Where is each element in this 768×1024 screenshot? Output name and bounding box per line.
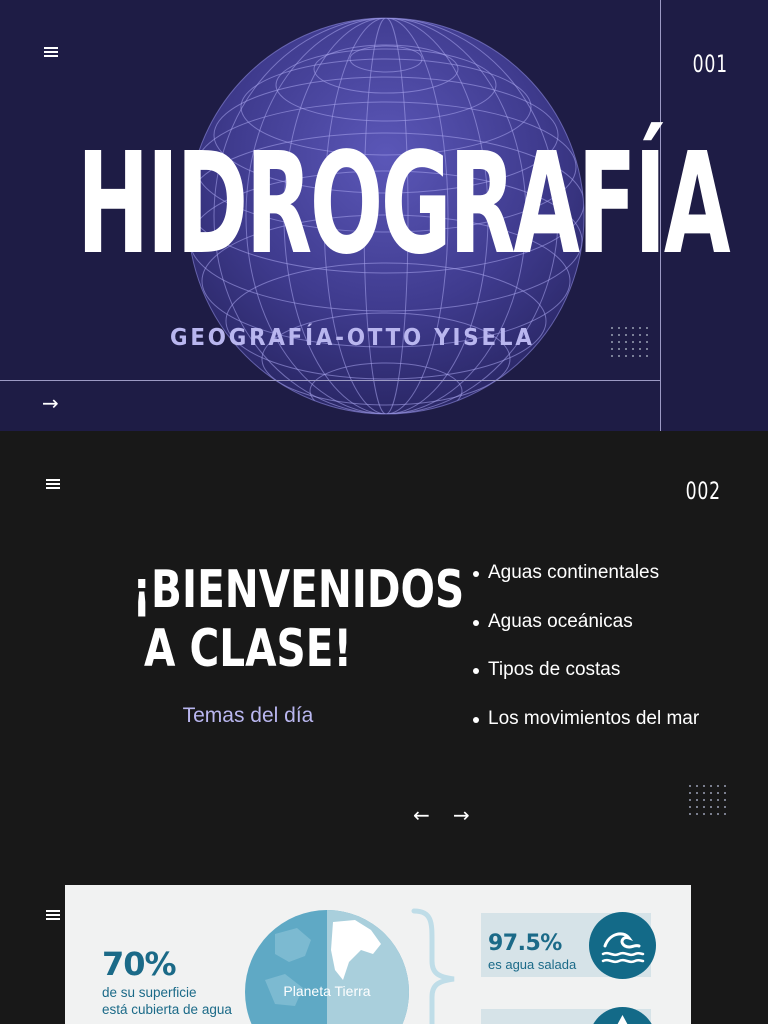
menu-icon[interactable] [46,479,60,490]
brace-icon [410,907,460,1024]
earth-globe-icon [245,910,409,1024]
drop-icon [589,1007,656,1024]
stat-caption-line2: está cubierta de agua [102,1002,232,1017]
welcome-subheading: Temas del día [182,704,314,727]
topics-list [472,562,762,756]
salt-percent: 97.5% [488,931,562,956]
salt-caption: es agua salada [488,957,577,972]
arrow-left-icon[interactable]: ← [413,803,430,827]
welcome-heading-line2: A CLASE! [144,619,352,679]
slide-title [0,0,768,431]
menu-icon[interactable] [44,47,58,58]
menu-icon[interactable] [46,910,60,921]
slide-number: 002 [685,477,721,505]
slide-infographic [0,861,768,1024]
stat-caption-line1: de su superficie [102,985,197,1000]
slide-welcome [0,431,768,861]
arrow-right-icon[interactable]: → [42,391,59,415]
list-item: Aguas oceánicas [472,611,762,660]
slide-number: 001 [692,50,728,78]
dot-grid [611,327,648,357]
welcome-heading [100,560,465,679]
list-item: Los movimientos del mar [472,708,762,757]
stat-percent: 70% [102,945,176,983]
page-subtitle: GEOGRAFÍA-OTTO YISELA [170,325,535,351]
arrow-right-icon[interactable]: → [453,803,470,827]
list-item: Tipos de costas [472,659,762,708]
globe-label: Planeta Tierra [283,983,371,999]
dot-grid [689,785,726,815]
page-title: HIDROGRAFÍA [77,123,729,286]
list-item: Aguas continentales [472,562,762,611]
divider-horizontal [0,380,660,381]
wave-icon [589,912,656,979]
infographic-card [65,885,691,1024]
welcome-heading-line1: ¡BIENVENIDOS [132,560,465,620]
